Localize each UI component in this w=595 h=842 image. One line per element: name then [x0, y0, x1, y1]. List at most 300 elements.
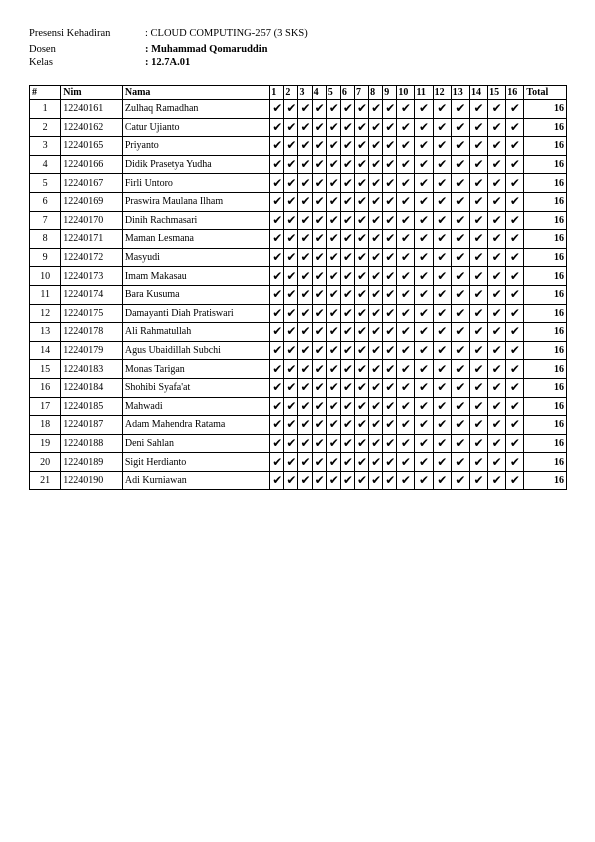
attendance-check-icon: ✔	[397, 174, 415, 193]
document-header	[29, 27, 308, 69]
attendance-check-icon: ✔	[298, 285, 312, 304]
attendance-check-icon: ✔	[270, 155, 284, 174]
attendance-check-icon: ✔	[354, 155, 368, 174]
attendance-check-icon: ✔	[397, 434, 415, 453]
attendance-check-icon: ✔	[451, 453, 469, 472]
col-header-session: 16	[506, 86, 524, 100]
attendance-check-icon: ✔	[433, 285, 451, 304]
attendance-check-icon: ✔	[354, 174, 368, 193]
attendance-check-icon: ✔	[451, 434, 469, 453]
attendance-check-icon: ✔	[433, 155, 451, 174]
attendance-check-icon: ✔	[469, 397, 487, 416]
attendance-check-icon: ✔	[383, 416, 397, 435]
attendance-check-icon: ✔	[340, 192, 354, 211]
attendance-check-icon: ✔	[369, 341, 383, 360]
row-name: Adam Mahendra Ratama	[122, 416, 269, 435]
table-row	[30, 434, 567, 453]
attendance-check-icon: ✔	[415, 248, 433, 267]
row-name: Mahwadi	[122, 397, 269, 416]
attendance-check-icon: ✔	[284, 471, 298, 490]
attendance-check-icon: ✔	[284, 155, 298, 174]
attendance-check-icon: ✔	[270, 397, 284, 416]
row-nim: 12240171	[61, 230, 123, 249]
attendance-check-icon: ✔	[354, 211, 368, 230]
attendance-check-icon: ✔	[312, 267, 326, 286]
attendance-check-icon: ✔	[488, 416, 506, 435]
attendance-check-icon: ✔	[383, 360, 397, 379]
attendance-check-icon: ✔	[397, 471, 415, 490]
row-number: 17	[30, 397, 61, 416]
attendance-check-icon: ✔	[506, 360, 524, 379]
attendance-check-icon: ✔	[270, 211, 284, 230]
attendance-check-icon: ✔	[469, 471, 487, 490]
row-number: 1	[30, 100, 61, 119]
row-nim: 12240172	[61, 248, 123, 267]
attendance-check-icon: ✔	[397, 211, 415, 230]
attendance-check-icon: ✔	[284, 174, 298, 193]
attendance-check-icon: ✔	[451, 100, 469, 119]
attendance-check-icon: ✔	[415, 211, 433, 230]
attendance-check-icon: ✔	[326, 192, 340, 211]
attendance-check-icon: ✔	[506, 285, 524, 304]
attendance-check-icon: ✔	[488, 453, 506, 472]
attendance-check-icon: ✔	[433, 378, 451, 397]
attendance-check-icon: ✔	[369, 230, 383, 249]
attendance-check-icon: ✔	[270, 471, 284, 490]
col-header-session: 13	[451, 86, 469, 100]
attendance-check-icon: ✔	[383, 285, 397, 304]
attendance-check-icon: ✔	[415, 304, 433, 323]
attendance-check-icon: ✔	[433, 397, 451, 416]
row-total: 16	[524, 155, 567, 174]
attendance-check-icon: ✔	[312, 341, 326, 360]
attendance-check-icon: ✔	[284, 248, 298, 267]
attendance-check-icon: ✔	[312, 174, 326, 193]
attendance-check-icon: ✔	[433, 323, 451, 342]
attendance-check-icon: ✔	[340, 285, 354, 304]
attendance-check-icon: ✔	[312, 323, 326, 342]
attendance-check-icon: ✔	[433, 118, 451, 137]
row-number: 11	[30, 285, 61, 304]
row-total: 16	[524, 267, 567, 286]
attendance-check-icon: ✔	[354, 397, 368, 416]
attendance-check-icon: ✔	[469, 378, 487, 397]
row-name: Firli Untoro	[122, 174, 269, 193]
attendance-check-icon: ✔	[369, 304, 383, 323]
row-name: Sigit Herdianto	[122, 453, 269, 472]
attendance-check-icon: ✔	[397, 453, 415, 472]
attendance-check-icon: ✔	[354, 192, 368, 211]
row-number: 10	[30, 267, 61, 286]
attendance-check-icon: ✔	[506, 397, 524, 416]
attendance-check-icon: ✔	[312, 100, 326, 119]
row-nim: 12240179	[61, 341, 123, 360]
attendance-check-icon: ✔	[298, 397, 312, 416]
attendance-check-icon: ✔	[506, 174, 524, 193]
attendance-check-icon: ✔	[284, 397, 298, 416]
attendance-check-icon: ✔	[506, 434, 524, 453]
col-header-no: #	[30, 86, 61, 100]
attendance-check-icon: ✔	[326, 174, 340, 193]
attendance-check-icon: ✔	[354, 323, 368, 342]
attendance-check-icon: ✔	[383, 453, 397, 472]
attendance-check-icon: ✔	[488, 155, 506, 174]
attendance-check-icon: ✔	[270, 137, 284, 156]
attendance-check-icon: ✔	[469, 192, 487, 211]
row-number: 7	[30, 211, 61, 230]
attendance-check-icon: ✔	[506, 453, 524, 472]
attendance-check-icon: ✔	[469, 453, 487, 472]
attendance-check-icon: ✔	[433, 471, 451, 490]
attendance-check-icon: ✔	[326, 155, 340, 174]
course-label: Presensi Kehadiran	[29, 28, 111, 39]
attendance-check-icon: ✔	[284, 416, 298, 435]
attendance-check-icon: ✔	[451, 211, 469, 230]
row-name: Didik Prasetya Yudha	[122, 155, 269, 174]
row-nim: 12240170	[61, 211, 123, 230]
attendance-check-icon: ✔	[506, 267, 524, 286]
attendance-check-icon: ✔	[397, 118, 415, 137]
attendance-check-icon: ✔	[433, 341, 451, 360]
table-row	[30, 453, 567, 472]
attendance-check-icon: ✔	[326, 360, 340, 379]
attendance-check-icon: ✔	[488, 174, 506, 193]
attendance-check-icon: ✔	[469, 230, 487, 249]
attendance-check-icon: ✔	[340, 100, 354, 119]
attendance-check-icon: ✔	[383, 137, 397, 156]
attendance-check-icon: ✔	[354, 378, 368, 397]
attendance-check-icon: ✔	[488, 304, 506, 323]
attendance-check-icon: ✔	[433, 248, 451, 267]
row-total: 16	[524, 378, 567, 397]
table-row	[30, 323, 567, 342]
row-name: Maman Lesmana	[122, 230, 269, 249]
row-name: Damayanti Diah Pratiswari	[122, 304, 269, 323]
col-header-name: Nama	[122, 86, 269, 100]
attendance-check-icon: ✔	[369, 192, 383, 211]
attendance-check-icon: ✔	[397, 267, 415, 286]
attendance-check-icon: ✔	[369, 267, 383, 286]
attendance-check-icon: ✔	[326, 230, 340, 249]
class-row	[29, 56, 308, 69]
row-number: 20	[30, 453, 61, 472]
attendance-check-icon: ✔	[415, 471, 433, 490]
row-nim: 12240183	[61, 360, 123, 379]
attendance-check-icon: ✔	[469, 304, 487, 323]
attendance-check-icon: ✔	[298, 304, 312, 323]
attendance-check-icon: ✔	[340, 416, 354, 435]
attendance-check-icon: ✔	[506, 118, 524, 137]
attendance-check-icon: ✔	[397, 230, 415, 249]
attendance-check-icon: ✔	[369, 397, 383, 416]
attendance-check-icon: ✔	[397, 323, 415, 342]
attendance-check-icon: ✔	[312, 248, 326, 267]
lecturer-label: Dosen	[29, 44, 56, 55]
attendance-check-icon: ✔	[469, 155, 487, 174]
row-nim: 12240188	[61, 434, 123, 453]
attendance-check-icon: ✔	[469, 285, 487, 304]
attendance-check-icon: ✔	[383, 341, 397, 360]
attendance-check-icon: ✔	[298, 137, 312, 156]
attendance-check-icon: ✔	[488, 267, 506, 286]
attendance-check-icon: ✔	[298, 360, 312, 379]
attendance-check-icon: ✔	[326, 118, 340, 137]
attendance-check-icon: ✔	[433, 434, 451, 453]
attendance-check-icon: ✔	[326, 434, 340, 453]
attendance-check-icon: ✔	[312, 155, 326, 174]
lecturer-value: : Muhammad Qomaruddin	[145, 44, 268, 55]
table-row	[30, 230, 567, 249]
attendance-check-icon: ✔	[415, 155, 433, 174]
attendance-check-icon: ✔	[469, 341, 487, 360]
attendance-check-icon: ✔	[383, 174, 397, 193]
attendance-check-icon: ✔	[383, 118, 397, 137]
attendance-check-icon: ✔	[506, 100, 524, 119]
attendance-check-icon: ✔	[298, 378, 312, 397]
col-header-session: 15	[488, 86, 506, 100]
attendance-check-icon: ✔	[354, 230, 368, 249]
col-header-session: 3	[298, 86, 312, 100]
attendance-check-icon: ✔	[326, 285, 340, 304]
attendance-check-icon: ✔	[270, 453, 284, 472]
row-total: 16	[524, 192, 567, 211]
attendance-check-icon: ✔	[354, 248, 368, 267]
attendance-check-icon: ✔	[451, 137, 469, 156]
attendance-check-icon: ✔	[415, 341, 433, 360]
attendance-check-icon: ✔	[488, 285, 506, 304]
row-name: Catur Ujianto	[122, 118, 269, 137]
col-header-session: 4	[312, 86, 326, 100]
row-number: 5	[30, 174, 61, 193]
attendance-check-icon: ✔	[488, 118, 506, 137]
attendance-check-icon: ✔	[506, 378, 524, 397]
attendance-check-icon: ✔	[383, 323, 397, 342]
attendance-check-icon: ✔	[340, 341, 354, 360]
attendance-check-icon: ✔	[397, 248, 415, 267]
attendance-check-icon: ✔	[433, 137, 451, 156]
attendance-check-icon: ✔	[451, 285, 469, 304]
row-number: 21	[30, 471, 61, 490]
attendance-check-icon: ✔	[397, 360, 415, 379]
attendance-check-icon: ✔	[270, 378, 284, 397]
attendance-check-icon: ✔	[369, 453, 383, 472]
class-value: : 12.7A.01	[145, 57, 191, 68]
attendance-check-icon: ✔	[397, 397, 415, 416]
attendance-check-icon: ✔	[340, 378, 354, 397]
attendance-check-icon: ✔	[312, 471, 326, 490]
table-row	[30, 174, 567, 193]
row-total: 16	[524, 471, 567, 490]
attendance-check-icon: ✔	[488, 230, 506, 249]
row-name: Bara Kusuma	[122, 285, 269, 304]
attendance-check-icon: ✔	[340, 155, 354, 174]
attendance-check-icon: ✔	[415, 434, 433, 453]
attendance-check-icon: ✔	[488, 248, 506, 267]
attendance-check-icon: ✔	[506, 416, 524, 435]
attendance-check-icon: ✔	[298, 434, 312, 453]
attendance-check-icon: ✔	[298, 155, 312, 174]
attendance-check-icon: ✔	[488, 192, 506, 211]
row-name: Agus Ubaidillah Subchi	[122, 341, 269, 360]
col-header-session: 10	[397, 86, 415, 100]
attendance-check-icon: ✔	[451, 174, 469, 193]
attendance-check-icon: ✔	[506, 192, 524, 211]
table-row	[30, 211, 567, 230]
attendance-check-icon: ✔	[354, 100, 368, 119]
attendance-check-icon: ✔	[326, 137, 340, 156]
attendance-check-icon: ✔	[354, 341, 368, 360]
attendance-check-icon: ✔	[298, 174, 312, 193]
row-total: 16	[524, 434, 567, 453]
table-row	[30, 416, 567, 435]
attendance-check-icon: ✔	[415, 118, 433, 137]
attendance-check-icon: ✔	[354, 434, 368, 453]
row-total: 16	[524, 323, 567, 342]
table-row	[30, 360, 567, 379]
attendance-check-icon: ✔	[312, 360, 326, 379]
attendance-check-icon: ✔	[469, 248, 487, 267]
attendance-check-icon: ✔	[397, 192, 415, 211]
table-row	[30, 100, 567, 119]
attendance-check-icon: ✔	[383, 100, 397, 119]
attendance-check-icon: ✔	[284, 100, 298, 119]
course-value: : CLOUD COMPUTING-257 (3 SKS)	[145, 28, 308, 39]
attendance-check-icon: ✔	[383, 155, 397, 174]
attendance-check-icon: ✔	[506, 137, 524, 156]
attendance-check-icon: ✔	[298, 211, 312, 230]
attendance-check-icon: ✔	[488, 434, 506, 453]
row-number: 8	[30, 230, 61, 249]
attendance-check-icon: ✔	[326, 248, 340, 267]
attendance-check-icon: ✔	[270, 285, 284, 304]
attendance-check-icon: ✔	[397, 341, 415, 360]
row-nim: 12240174	[61, 285, 123, 304]
attendance-check-icon: ✔	[340, 397, 354, 416]
attendance-check-icon: ✔	[312, 304, 326, 323]
attendance-check-icon: ✔	[433, 453, 451, 472]
attendance-check-icon: ✔	[451, 360, 469, 379]
attendance-check-icon: ✔	[270, 360, 284, 379]
col-header-session: 7	[354, 86, 368, 100]
attendance-check-icon: ✔	[354, 416, 368, 435]
attendance-check-icon: ✔	[270, 304, 284, 323]
row-nim: 12240173	[61, 267, 123, 286]
attendance-table	[29, 85, 567, 490]
attendance-check-icon: ✔	[397, 416, 415, 435]
attendance-check-icon: ✔	[506, 230, 524, 249]
row-name: Masyudi	[122, 248, 269, 267]
attendance-check-icon: ✔	[270, 192, 284, 211]
attendance-check-icon: ✔	[298, 323, 312, 342]
row-name: Zulhaq Ramadhan	[122, 100, 269, 119]
attendance-check-icon: ✔	[469, 118, 487, 137]
attendance-check-icon: ✔	[451, 267, 469, 286]
attendance-check-icon: ✔	[326, 378, 340, 397]
row-nim: 12240162	[61, 118, 123, 137]
attendance-check-icon: ✔	[340, 174, 354, 193]
attendance-check-icon: ✔	[451, 471, 469, 490]
attendance-check-icon: ✔	[383, 397, 397, 416]
attendance-check-icon: ✔	[298, 416, 312, 435]
attendance-check-icon: ✔	[312, 211, 326, 230]
attendance-check-icon: ✔	[340, 453, 354, 472]
attendance-check-icon: ✔	[340, 304, 354, 323]
attendance-check-icon: ✔	[340, 360, 354, 379]
attendance-check-icon: ✔	[506, 323, 524, 342]
attendance-check-icon: ✔	[383, 378, 397, 397]
row-total: 16	[524, 397, 567, 416]
attendance-check-icon: ✔	[433, 211, 451, 230]
row-number: 18	[30, 416, 61, 435]
attendance-check-icon: ✔	[369, 378, 383, 397]
attendance-check-icon: ✔	[415, 137, 433, 156]
attendance-check-icon: ✔	[284, 230, 298, 249]
attendance-check-icon: ✔	[397, 100, 415, 119]
row-total: 16	[524, 453, 567, 472]
attendance-check-icon: ✔	[415, 360, 433, 379]
row-name: Imam Makasau	[122, 267, 269, 286]
row-nim: 12240189	[61, 453, 123, 472]
row-total: 16	[524, 230, 567, 249]
attendance-check-icon: ✔	[415, 230, 433, 249]
attendance-check-icon: ✔	[326, 453, 340, 472]
attendance-check-icon: ✔	[298, 471, 312, 490]
attendance-check-icon: ✔	[326, 416, 340, 435]
table-row	[30, 192, 567, 211]
attendance-check-icon: ✔	[415, 267, 433, 286]
attendance-check-icon: ✔	[312, 397, 326, 416]
col-header-session: 6	[340, 86, 354, 100]
row-number: 4	[30, 155, 61, 174]
attendance-check-icon: ✔	[326, 304, 340, 323]
col-header-session: 9	[383, 86, 397, 100]
attendance-check-icon: ✔	[284, 211, 298, 230]
attendance-check-icon: ✔	[284, 341, 298, 360]
table-row	[30, 155, 567, 174]
attendance-check-icon: ✔	[369, 137, 383, 156]
attendance-check-icon: ✔	[326, 100, 340, 119]
attendance-check-icon: ✔	[354, 118, 368, 137]
row-nim: 12240184	[61, 378, 123, 397]
attendance-check-icon: ✔	[469, 174, 487, 193]
attendance-check-icon: ✔	[340, 137, 354, 156]
table-row	[30, 341, 567, 360]
attendance-check-icon: ✔	[298, 453, 312, 472]
attendance-check-icon: ✔	[326, 471, 340, 490]
attendance-check-icon: ✔	[415, 397, 433, 416]
attendance-check-icon: ✔	[354, 360, 368, 379]
row-nim: 12240166	[61, 155, 123, 174]
attendance-check-icon: ✔	[369, 471, 383, 490]
col-header-session: 11	[415, 86, 433, 100]
attendance-check-icon: ✔	[326, 341, 340, 360]
row-number: 13	[30, 323, 61, 342]
attendance-check-icon: ✔	[433, 174, 451, 193]
attendance-check-icon: ✔	[298, 118, 312, 137]
col-header-session: 14	[469, 86, 487, 100]
attendance-check-icon: ✔	[451, 248, 469, 267]
attendance-check-icon: ✔	[488, 397, 506, 416]
attendance-check-icon: ✔	[397, 137, 415, 156]
attendance-check-icon: ✔	[369, 434, 383, 453]
attendance-check-icon: ✔	[397, 285, 415, 304]
attendance-check-icon: ✔	[488, 137, 506, 156]
col-header-session: 5	[326, 86, 340, 100]
attendance-check-icon: ✔	[270, 416, 284, 435]
attendance-check-icon: ✔	[433, 416, 451, 435]
attendance-check-icon: ✔	[312, 378, 326, 397]
attendance-check-icon: ✔	[369, 211, 383, 230]
